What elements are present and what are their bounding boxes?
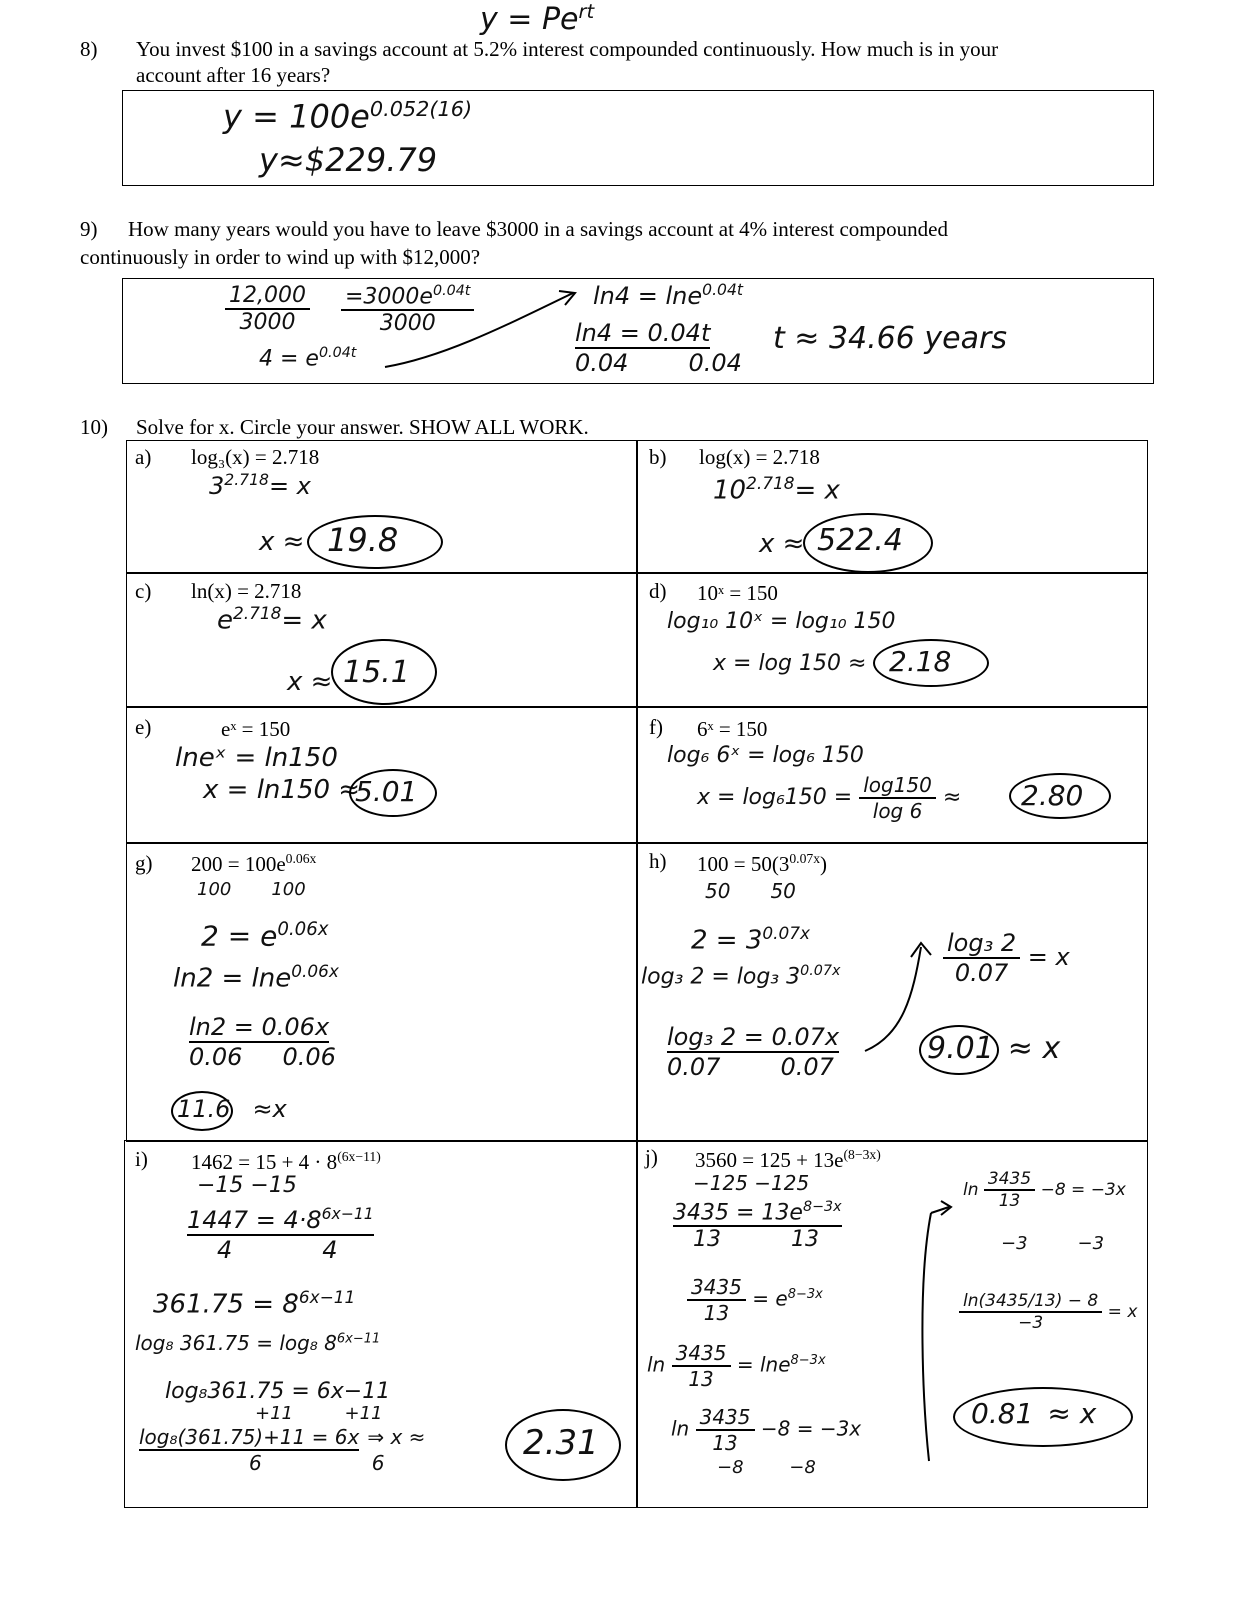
q10h-work1: $2 = 3^{0.07x}$ — [691, 923, 811, 956]
q8-number: 8) — [80, 37, 98, 61]
q10j-subtract: −125 −125 — [693, 1171, 810, 1195]
q10g-problem: $200 = 100e^{0.06x}$ — [191, 851, 317, 876]
q10j-work4-sub: −8 −8 — [717, 1457, 816, 1478]
q10j-work4: ln $\frac{3435}{13}$ −8 = −3x — [671, 1405, 862, 1455]
q10h-answer: 9.01 ≈ x — [927, 1031, 1061, 1066]
q9-arrow — [383, 287, 583, 377]
q9-eq-left: $\frac{12,000}{3000}$ — [225, 283, 310, 335]
q10d-problem: 10ˣ = 150 — [697, 581, 778, 605]
q10i-answer: 2.31 — [523, 1423, 599, 1463]
q10-cell-f — [636, 706, 1148, 844]
q8-work-line2: y≈$229.79 — [259, 141, 438, 179]
q8-question-line2: account after 16 years? — [136, 63, 331, 87]
q9-answer-box — [122, 278, 1154, 384]
q9-question-line2: continuously in order to wind up with $12,000? — [80, 245, 481, 269]
q10-cell-d — [636, 572, 1148, 708]
q10b-work1: $10^{2.718}= x$ — [713, 473, 840, 506]
q9-step2: $4 = e^{0.04t}$ — [259, 345, 357, 372]
q10j-work1: $3435 = 13e^{8-3x}$ 13 13 — [673, 1199, 842, 1253]
q10j-result1: ln $\frac{3435}{13}$ −8 = −3x — [963, 1169, 1126, 1211]
q10a-problem: log₃(x) = 2.718 — [191, 445, 320, 469]
q9-question-line1: How many years would you have to leave $3000 in a savings account at 4% interest compounded — [128, 217, 948, 241]
q10h-problem: $100 = 50(3^{0.07x})$ — [697, 851, 828, 876]
q8-work-line1: $y = 100e^{0.052(16)}$ — [223, 97, 473, 136]
q10a-work2: x ≈ — [259, 527, 305, 557]
q10d-label: d) — [649, 579, 667, 603]
q10g-answer: 11.6 ≈x — [177, 1095, 287, 1123]
q9-eq-right: $\frac{=3000e^{0.04t}}{3000}$ — [341, 283, 474, 336]
q10-cell-a — [126, 440, 638, 574]
q10i-problem: $1462 = 15 + 4 \cdot 8^{(6x-11)}$ — [191, 1149, 381, 1174]
q10c-answer: 15.1 — [343, 655, 410, 690]
q10g-work2: ln2 = lne$^{0.06x}$ — [173, 961, 339, 994]
q10g-denominators: 100 100 — [197, 879, 306, 900]
q10-cell-i — [124, 1140, 638, 1508]
q10d-work2: x = log 150 ≈ — [713, 651, 867, 676]
q10f-problem: 6ˣ = 150 — [697, 717, 768, 741]
q10-cell-j — [636, 1140, 1148, 1508]
q10j-label: j) — [645, 1145, 658, 1169]
q10c-problem: ln(x) = 2.718 — [191, 579, 302, 603]
q10g-work3: ln2 = 0.06x 0.06 0.06 — [189, 1013, 336, 1071]
q10-cell-e — [126, 706, 638, 844]
q10a-work1: $3^{2.718}= x$ — [209, 471, 311, 500]
q10j-work3: ln $\frac{3435}{13}$ = lne$^{8-3x}$ — [647, 1341, 826, 1391]
q10j-result1-den: −3 −3 — [1001, 1233, 1105, 1254]
q10i-work4: log₈361.75 = 6x−11 — [165, 1379, 391, 1404]
q10e-work1: lneˣ = ln150 — [175, 743, 338, 773]
q9-step3: ln4 = lne$^{0.04t}$ — [593, 281, 744, 310]
q10f-label: f) — [649, 715, 663, 739]
q10e-problem: eˣ = 150 — [221, 717, 291, 741]
q10f-work1: log₆ 6ˣ = log₆ 150 — [667, 743, 864, 768]
q10a-answer: 19.8 — [327, 521, 399, 559]
q10h-denominators: 50 50 — [705, 879, 796, 903]
q10f-answer: 2.80 — [1021, 779, 1084, 812]
q8-formula-note: $y = Pe^{rt}$ — [480, 0, 595, 37]
q10i-label: i) — [135, 1147, 148, 1171]
q10j-result2: $\frac{\ln(3435/13) - 8}{-3}$ = x — [959, 1291, 1137, 1333]
q10-number: 10) — [80, 415, 108, 439]
q10i-work4-add: +11 +11 — [255, 1403, 383, 1424]
q10i-work3: log₈ 361.75 = log₈ $8^{6x-11}$ — [135, 1331, 381, 1355]
q10c-work1: $e^{2.718}= x$ — [217, 603, 327, 636]
q10e-answer: 5.01 — [355, 775, 418, 808]
q10j-problem: $3560 = 125 + 13e^{(8-3x)}$ — [695, 1147, 881, 1172]
q10j-work2: $\frac{3435}{13}$ = $e^{8-3x}$ — [687, 1275, 823, 1325]
q9-answer: t ≈ 34.66 years — [773, 321, 1007, 356]
q10-cell-b — [636, 440, 1148, 574]
q10-instructions: Solve for x. Circle your answer. SHOW ALL WORK. — [136, 415, 589, 439]
q10c-label: c) — [135, 579, 152, 603]
q10-cell-c — [126, 572, 638, 708]
q10-cell-g — [126, 842, 638, 1142]
q10h-label: h) — [649, 849, 667, 873]
q10g-label: g) — [135, 851, 153, 875]
q10i-work2: $361.75 = 8^{6x-11}$ — [153, 1287, 356, 1320]
q10a-label: a) — [135, 445, 152, 469]
q10g-work1: $2 = e^{0.06x}$ — [201, 919, 329, 953]
q10f-work2: x = log₆150 = $\frac{\log 150}{\log 6}$ ≈ — [697, 773, 962, 823]
q10b-label: b) — [649, 445, 667, 469]
q10i-work5: log₈(361.75)+11 = 6x ⇒ x ≈ 6 6 — [139, 1425, 426, 1475]
q10e-label: e) — [135, 715, 152, 739]
q10b-answer: 522.4 — [817, 523, 903, 558]
q9-step4: ln4 = 0.04t 0.04 0.04 — [575, 319, 742, 377]
q10i-work1: $1447 = 4\cdot 8^{6x-11}$ 4 4 — [187, 1205, 374, 1264]
q10j-answer: 0.81 ≈ x — [971, 1397, 1097, 1430]
q10h-result1: $\frac{\text{log₃ 2}}{0.07}$ = x — [943, 929, 1070, 987]
q10-cell-h — [636, 842, 1148, 1142]
q10d-answer: 2.18 — [889, 645, 952, 678]
q8-answer-box — [122, 90, 1154, 186]
q10h-work3: log₃ 2 = 0.07x 0.07 0.07 — [667, 1023, 840, 1081]
q10b-problem: log(x) = 2.718 — [699, 445, 820, 469]
q10h-work2: log₃ 2 = log₃ $3^{0.07x}$ — [641, 963, 841, 990]
q10i-subtract: −15 −15 — [197, 1173, 297, 1198]
q10c-work2: x ≈ — [287, 667, 333, 697]
q9-number: 9) — [80, 217, 98, 241]
q10b-work2: x ≈ — [759, 529, 805, 559]
q10e-work2: x = ln150 ≈ — [203, 775, 361, 805]
q10d-work1: log₁₀ 10ˣ = log₁₀ 150 — [667, 609, 896, 634]
q8-question-line1: You invest $100 in a savings account at 5.2% interest compounded continuously. How much is in your — [136, 37, 999, 61]
